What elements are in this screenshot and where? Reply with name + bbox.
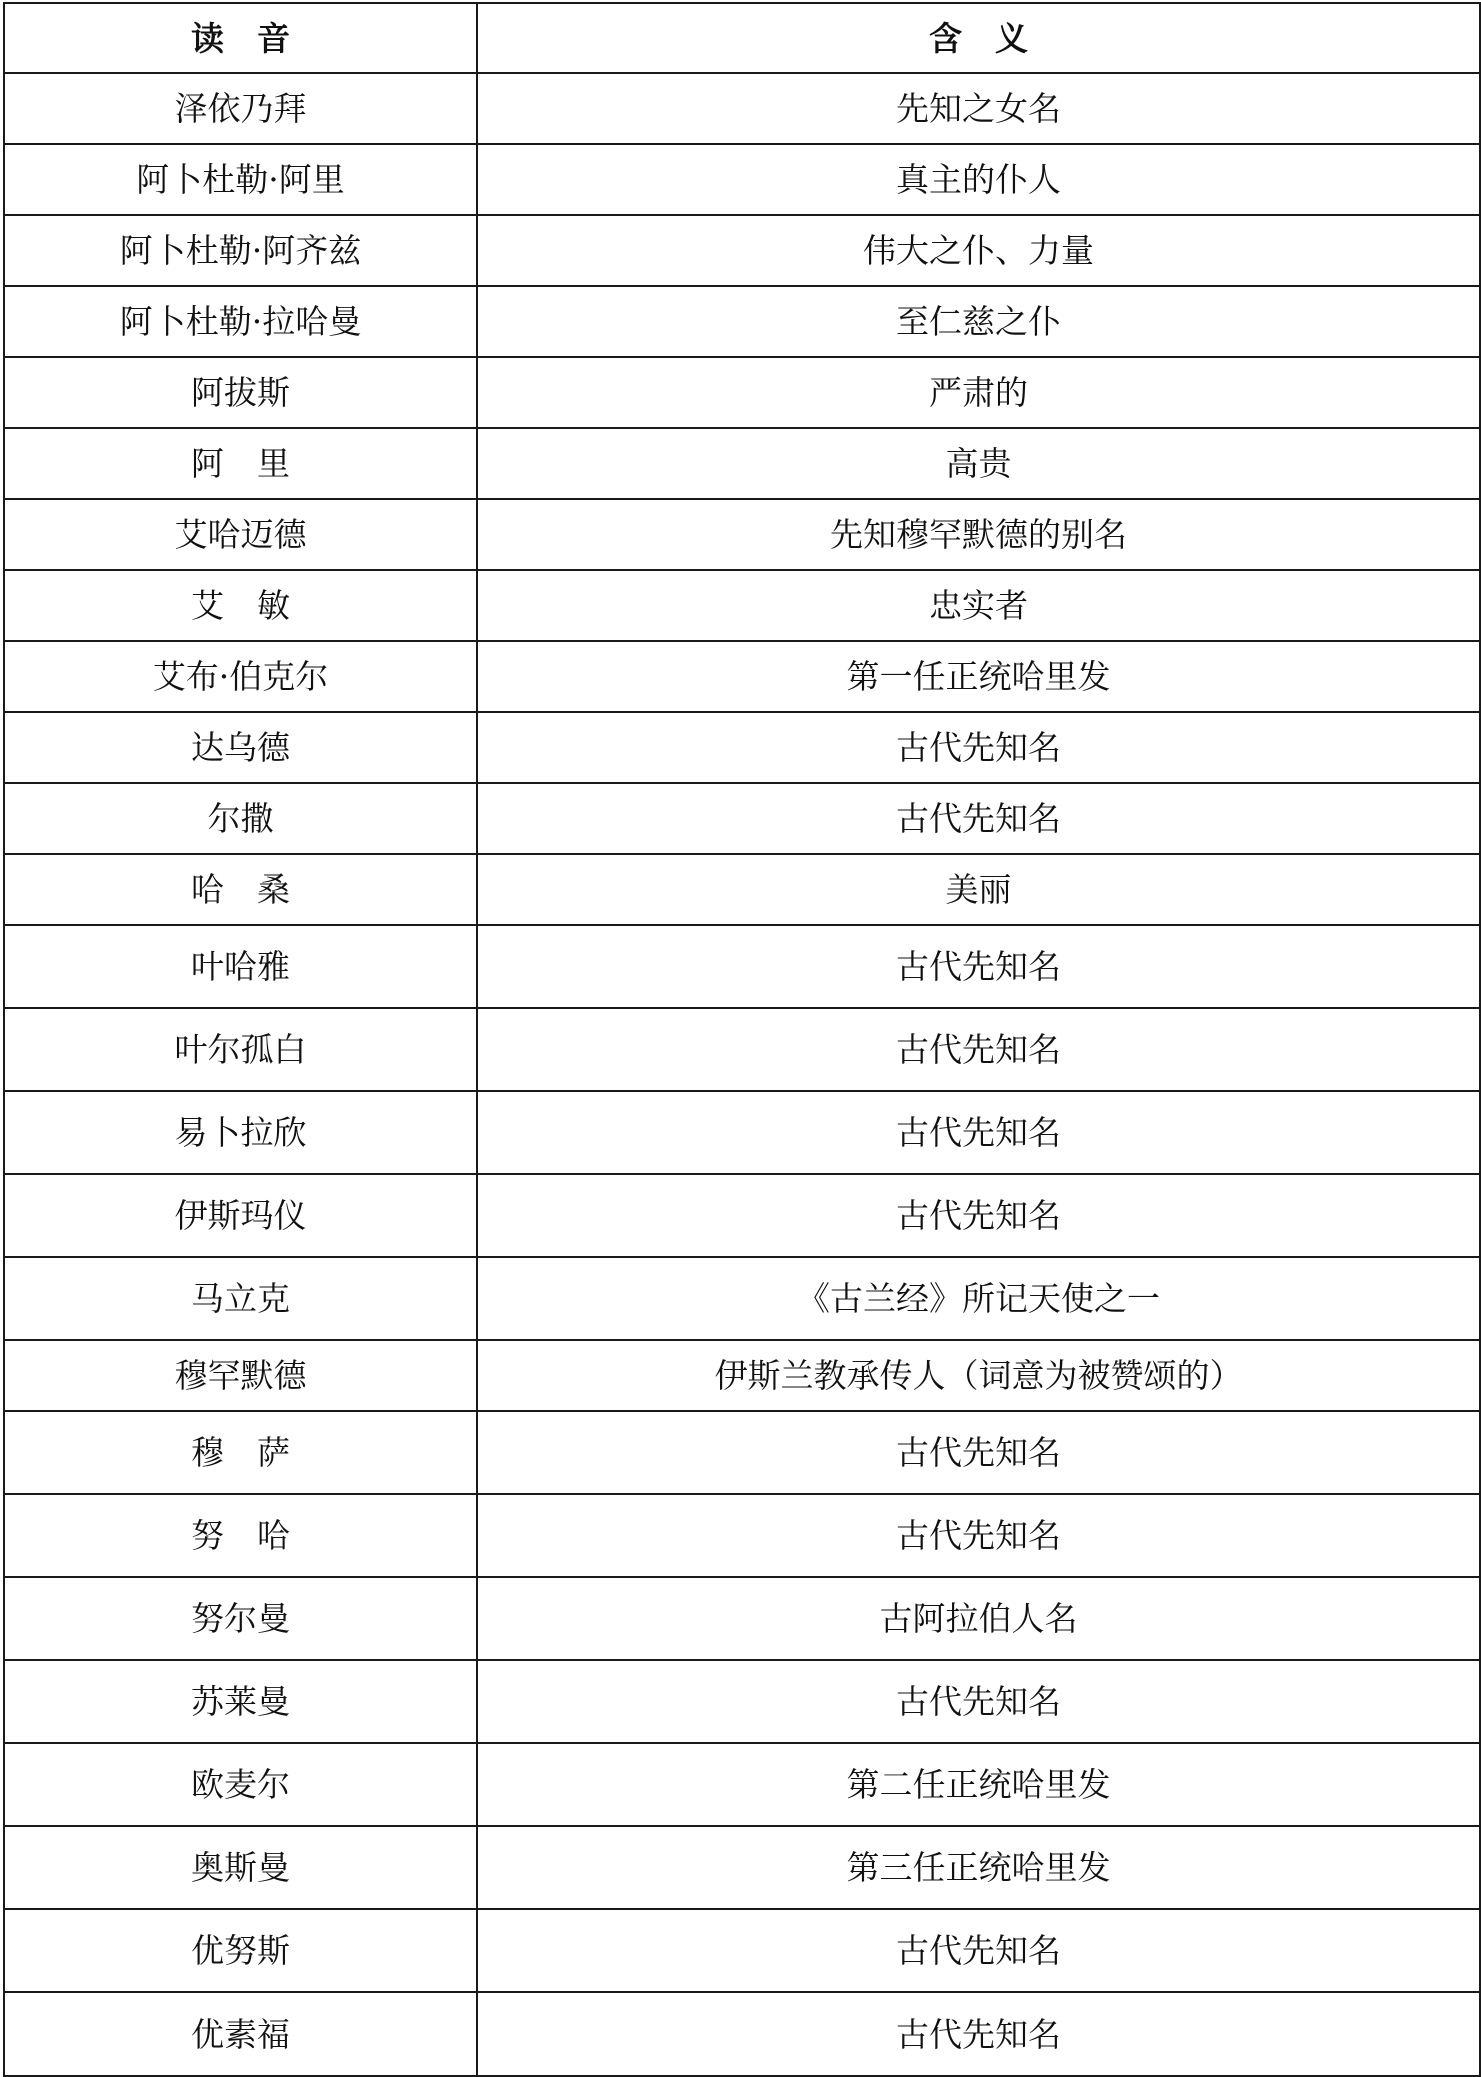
- table-row: [4, 357, 1480, 428]
- meaning-cell: 真主的仆人: [477, 144, 1480, 215]
- reading-cell: 尔撒: [4, 783, 477, 854]
- table-row: [4, 1494, 1480, 1577]
- reading-cell: 穆 萨: [4, 1411, 477, 1494]
- reading-cell: 阿卜杜勒·拉哈曼: [4, 286, 477, 357]
- meaning-cell: 古代先知名: [477, 1174, 1480, 1257]
- reading-cell: 优素福: [4, 1992, 477, 2076]
- meaning-cell: 古代先知名: [477, 1494, 1480, 1577]
- meaning-cell: 伟大之仆、力量: [477, 215, 1480, 286]
- table-row: [4, 1909, 1480, 1992]
- meaning-cell: 先知穆罕默德的别名: [477, 499, 1480, 570]
- meaning-cell: 第一任正统哈里发: [477, 641, 1480, 712]
- reading-cell: 艾布·伯克尔: [4, 641, 477, 712]
- table-row: [4, 215, 1480, 286]
- table-row: [4, 641, 1480, 712]
- table-row: [4, 1660, 1480, 1743]
- meaning-cell: 古代先知名: [477, 712, 1480, 783]
- meaning-cell: 伊斯兰教承传人（词意为被赞颂的）: [477, 1340, 1480, 1411]
- reading-cell: 叶哈雅: [4, 925, 477, 1008]
- table-row: [4, 1008, 1480, 1091]
- table-row: [4, 1992, 1480, 2076]
- meaning-cell: 古代先知名: [477, 1660, 1480, 1743]
- table-row: [4, 1340, 1480, 1411]
- table-row: [4, 499, 1480, 570]
- reading-cell: 阿卜杜勒·阿齐兹: [4, 215, 477, 286]
- names-table: [3, 2, 1481, 2077]
- meaning-cell: 高贵: [477, 428, 1480, 499]
- meaning-cell: 古代先知名: [477, 925, 1480, 1008]
- reading-cell: 阿拔斯: [4, 357, 477, 428]
- meaning-cell: 忠实者: [477, 570, 1480, 641]
- meaning-cell: 《古兰经》所记天使之一: [477, 1257, 1480, 1340]
- table-row: [4, 1411, 1480, 1494]
- header-reading: 读 音: [4, 3, 477, 73]
- meaning-cell: 第三任正统哈里发: [477, 1826, 1480, 1909]
- table-row: [4, 712, 1480, 783]
- reading-cell: 努 哈: [4, 1494, 477, 1577]
- header-meaning: 含 义: [477, 3, 1480, 73]
- reading-cell: 欧麦尔: [4, 1743, 477, 1826]
- table-row: [4, 925, 1480, 1008]
- meaning-cell: 古代先知名: [477, 1992, 1480, 2076]
- meaning-cell: 先知之女名: [477, 73, 1480, 144]
- meaning-cell: 古代先知名: [477, 1091, 1480, 1174]
- meaning-cell: 第二任正统哈里发: [477, 1743, 1480, 1826]
- table-row: [4, 783, 1480, 854]
- table-row: [4, 1257, 1480, 1340]
- table-row: [4, 73, 1480, 144]
- table-row: [4, 1743, 1480, 1826]
- reading-cell: 泽依乃拜: [4, 73, 477, 144]
- table-row: [4, 1091, 1480, 1174]
- header-row: [4, 3, 1480, 73]
- reading-cell: 马立克: [4, 1257, 477, 1340]
- table-row: [4, 570, 1480, 641]
- table-row: [4, 1174, 1480, 1257]
- reading-cell: 阿 里: [4, 428, 477, 499]
- meaning-cell: 古代先知名: [477, 1008, 1480, 1091]
- table-row: [4, 428, 1480, 499]
- reading-cell: 伊斯玛仪: [4, 1174, 477, 1257]
- reading-cell: 叶尔孤白: [4, 1008, 477, 1091]
- reading-cell: 苏莱曼: [4, 1660, 477, 1743]
- meaning-cell: 古代先知名: [477, 783, 1480, 854]
- meaning-cell: 古代先知名: [477, 1411, 1480, 1494]
- table-row: [4, 1577, 1480, 1660]
- reading-cell: 优努斯: [4, 1909, 477, 1992]
- reading-cell: 穆罕默德: [4, 1340, 477, 1411]
- meaning-cell: 美丽: [477, 854, 1480, 925]
- meaning-cell: 古阿拉伯人名: [477, 1577, 1480, 1660]
- reading-cell: 哈 桑: [4, 854, 477, 925]
- meaning-cell: 至仁慈之仆: [477, 286, 1480, 357]
- reading-cell: 易卜拉欣: [4, 1091, 477, 1174]
- meaning-cell: 古代先知名: [477, 1909, 1480, 1992]
- reading-cell: 努尔曼: [4, 1577, 477, 1660]
- reading-cell: 艾哈迈德: [4, 499, 477, 570]
- table-row: [4, 144, 1480, 215]
- table-row: [4, 854, 1480, 925]
- reading-cell: 艾 敏: [4, 570, 477, 641]
- table-row: [4, 286, 1480, 357]
- reading-cell: 阿卜杜勒·阿里: [4, 144, 477, 215]
- reading-cell: 达乌德: [4, 712, 477, 783]
- reading-cell: 奥斯曼: [4, 1826, 477, 1909]
- meaning-cell: 严肃的: [477, 357, 1480, 428]
- table-row: [4, 1826, 1480, 1909]
